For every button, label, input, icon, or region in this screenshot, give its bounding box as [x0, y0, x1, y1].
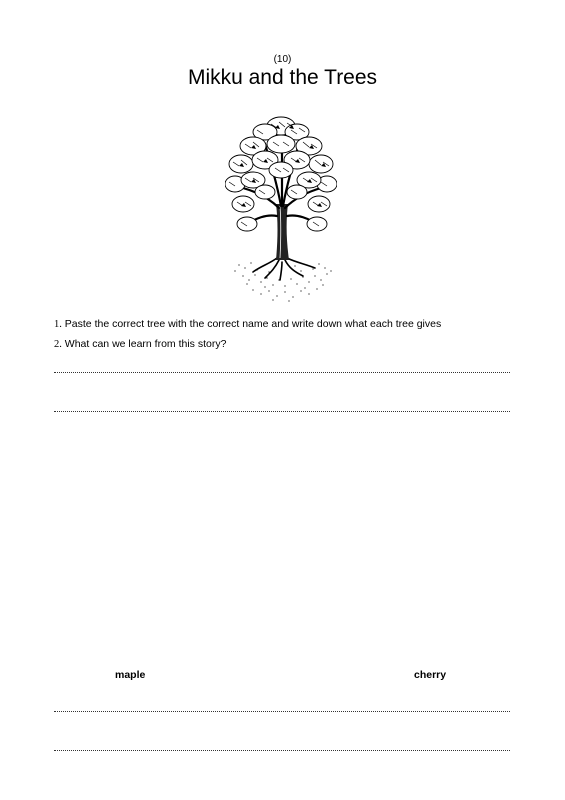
tree-label-cherry: cherry — [414, 669, 447, 681]
question-1 — [54, 318, 441, 330]
answer-line — [54, 372, 510, 373]
question-2-text: What can we learn from this story? — [64, 338, 227, 350]
answer-line — [54, 411, 510, 412]
question-2 — [54, 338, 226, 350]
answer-line — [54, 711, 510, 712]
tree-label-maple: maple — [115, 669, 146, 681]
question-2-number: 2. — [54, 339, 62, 350]
answer-line — [54, 750, 510, 751]
question-1-number: 1. — [54, 319, 62, 330]
question-1-text: Paste the correct tree with the correct name and write down what each tree gives — [64, 318, 442, 330]
page-title: Mikku and the Trees — [187, 66, 378, 89]
tree-icon — [225, 108, 337, 304]
page-number: (10) — [273, 54, 292, 65]
